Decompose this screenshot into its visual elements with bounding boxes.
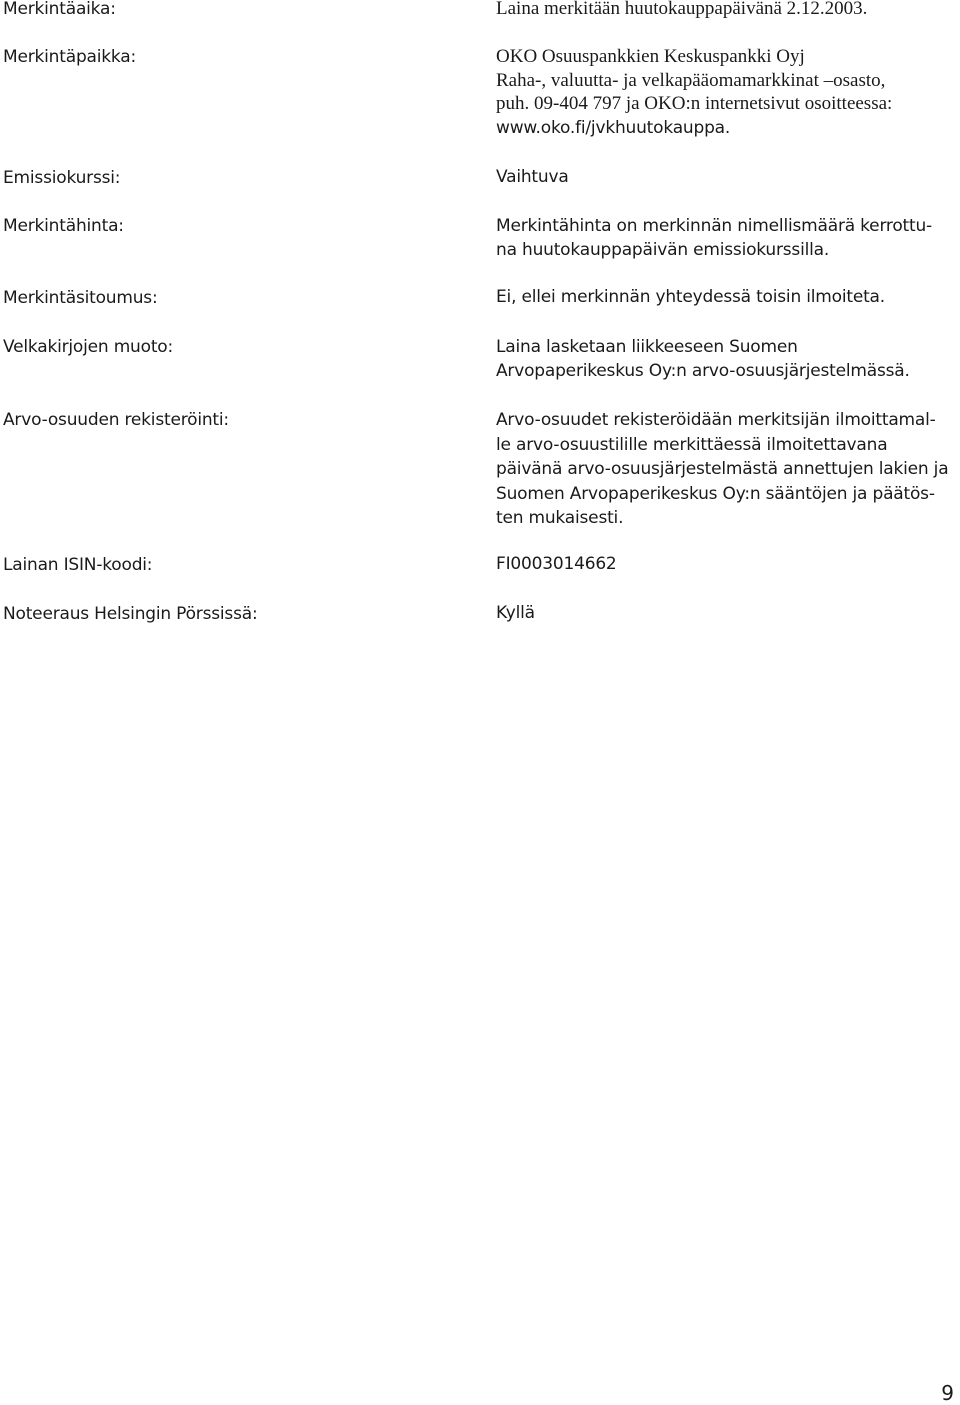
page-number: 9 bbox=[941, 1381, 954, 1405]
label-isin-koodi: Lainan ISIN-koodi: bbox=[3, 555, 153, 575]
value-merkintasitoumus bbox=[496, 286, 956, 310]
label-velkakirjojen-muoto: Velkakirjojen muoto: bbox=[3, 337, 174, 357]
label-noteeraus: Noteeraus Helsingin Pörssissä: bbox=[3, 604, 258, 624]
value-merkintaaika bbox=[496, 0, 956, 21]
label-merkintasitoumus: Merkintäsitoumus: bbox=[3, 288, 158, 308]
value-line: FI0003014662 bbox=[496, 554, 617, 574]
value-line: OKO Osuuspankkien Keskuspankki Oyj bbox=[496, 46, 805, 67]
value-line: Ei, ellei merkinnän yhteydessä toisin ilmoiteta. bbox=[496, 287, 885, 307]
value-arvo-osuuden-rekisterointi bbox=[496, 408, 956, 531]
label-emissiokurssi: Emissiokurssi: bbox=[3, 168, 121, 188]
label-arvo-osuuden-rekisterointi: Arvo-osuuden rekisteröinti: bbox=[3, 410, 229, 430]
value-line: Merkintähinta on merkinnän nimellismäärä kerrottu- bbox=[496, 216, 932, 236]
value-line: le arvo-osuustilille merkittäessä ilmoitettavana bbox=[496, 434, 888, 455]
value-merkintapaikka bbox=[496, 45, 956, 116]
value-merkintahinta bbox=[496, 214, 956, 262]
value-line: na huutokauppapäivän emissiokurssilla. bbox=[496, 240, 830, 260]
website-url: www.oko.fi/jvkhuutokauppa. bbox=[496, 118, 731, 138]
value-emissiokurssi bbox=[496, 166, 956, 190]
label-merkintahinta: Merkintähinta: bbox=[3, 216, 124, 236]
value-line: Arvopaperikeskus Oy:n arvo-osuusjärjestelmässä. bbox=[496, 361, 910, 381]
label-merkintaaika: Merkintäaika: bbox=[3, 0, 116, 19]
value-noteeraus bbox=[496, 602, 956, 626]
value-isin-koodi bbox=[496, 553, 956, 577]
value-line: Laina lasketaan liikkeeseen Suomen bbox=[496, 337, 798, 357]
value-line: puh. 09-404 797 ja OKO:n internetsivut osoitteessa: bbox=[496, 93, 893, 115]
label-merkintapaikka: Merkintäpaikka: bbox=[3, 47, 137, 67]
value-website bbox=[496, 116, 956, 140]
value-line: Arvo-osuudet rekisteröidään merkitsijän ilmoittamal- bbox=[496, 410, 936, 430]
value-line: ten mukaisesti. bbox=[496, 508, 624, 528]
value-line: Suomen Arvopaperikeskus Oy:n sääntöjen ja päätös- bbox=[496, 483, 935, 504]
value-line: Kyllä bbox=[496, 603, 535, 623]
value-line: Raha-, valuutta- ja velkapääomamarkkinat –osasto, bbox=[496, 69, 886, 91]
value-line: päivänä arvo-osuusjärjestelmästä annettujen lakien ja bbox=[496, 459, 949, 479]
value-line: Laina merkitään huutokauppapäivänä 2.12.2003. bbox=[496, 0, 868, 19]
value-line: Vaihtuva bbox=[496, 167, 569, 187]
value-velkakirjojen-muoto bbox=[496, 335, 956, 383]
